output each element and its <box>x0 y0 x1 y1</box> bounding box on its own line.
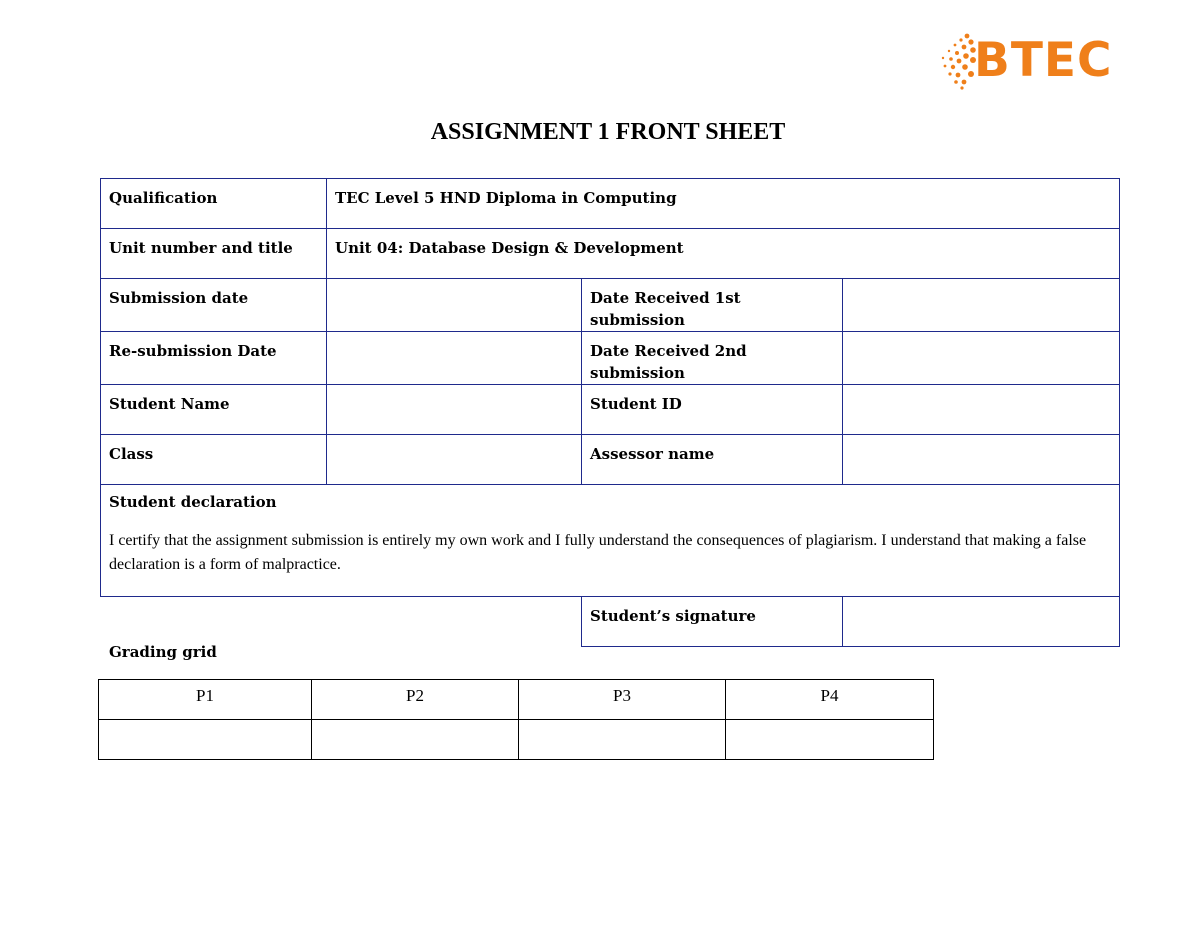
grading-value-p2[interactable] <box>312 720 519 760</box>
qualification-label: Qualification <box>101 179 327 229</box>
grading-value-p3[interactable] <box>519 720 726 760</box>
grading-header-p2: P2 <box>312 680 519 720</box>
grading-header-p3: P3 <box>519 680 726 720</box>
student-name-label: Student Name <box>101 385 327 435</box>
date-received-1-field[interactable] <box>843 279 1120 332</box>
student-row <box>101 385 1120 435</box>
grading-value-p4[interactable] <box>726 720 934 760</box>
date-received-2-label: Date Received 2nd submission <box>582 332 843 385</box>
unit-row <box>101 229 1120 279</box>
signature-field[interactable] <box>843 597 1120 647</box>
class-field[interactable] <box>327 435 582 485</box>
grading-value-p1[interactable] <box>99 720 312 760</box>
grading-grid-table <box>98 679 934 760</box>
assessor-label: Assessor name <box>582 435 843 485</box>
unit-value: Unit 04: Database Design & Development <box>327 229 1120 279</box>
declaration-text: I certify that the assignment submission is entirely my own work and I fully understand the consequences of plagiarism. I understand that making a false declaration is a form of malpractice. <box>109 532 1087 573</box>
submission-date-label: Submission date <box>101 279 327 332</box>
declaration-heading: Student declaration <box>109 493 277 511</box>
student-id-label: Student ID <box>582 385 843 435</box>
submission-date-field[interactable] <box>327 279 582 332</box>
signature-label: Student’s signature <box>582 597 843 647</box>
btec-logo <box>937 30 1123 92</box>
grading-header-p1: P1 <box>99 680 312 720</box>
resubmission-date-field[interactable] <box>327 332 582 385</box>
grading-value-row <box>99 720 934 760</box>
signature-row <box>101 597 1120 647</box>
qualification-row <box>101 179 1120 229</box>
grading-header-row <box>99 680 934 720</box>
student-id-field[interactable] <box>843 385 1120 435</box>
page-title: ASSIGNMENT 1 FRONT SHEET <box>430 119 786 145</box>
resubmission-row <box>101 332 1120 385</box>
btec-logo-text: BTEC <box>974 33 1113 88</box>
date-received-1-label: Date Received 1st submission <box>582 279 843 332</box>
class-label: Class <box>101 435 327 485</box>
submission-row <box>101 279 1120 332</box>
unit-label: Unit number and title <box>101 229 327 279</box>
grading-header-p4: P4 <box>726 680 934 720</box>
grading-grid-label: Grading grid <box>109 643 217 661</box>
student-name-field[interactable] <box>327 385 582 435</box>
class-row <box>101 435 1120 485</box>
declaration-cell <box>101 485 1120 597</box>
assessor-field[interactable] <box>843 435 1120 485</box>
resubmission-date-label: Re-submission Date <box>101 332 327 385</box>
declaration-row <box>101 485 1120 597</box>
qualification-value: TEC Level 5 HND Diploma in Computing <box>327 179 1120 229</box>
front-sheet-table <box>100 178 1120 647</box>
date-received-2-field[interactable] <box>843 332 1120 385</box>
signature-spacer <box>101 597 582 647</box>
